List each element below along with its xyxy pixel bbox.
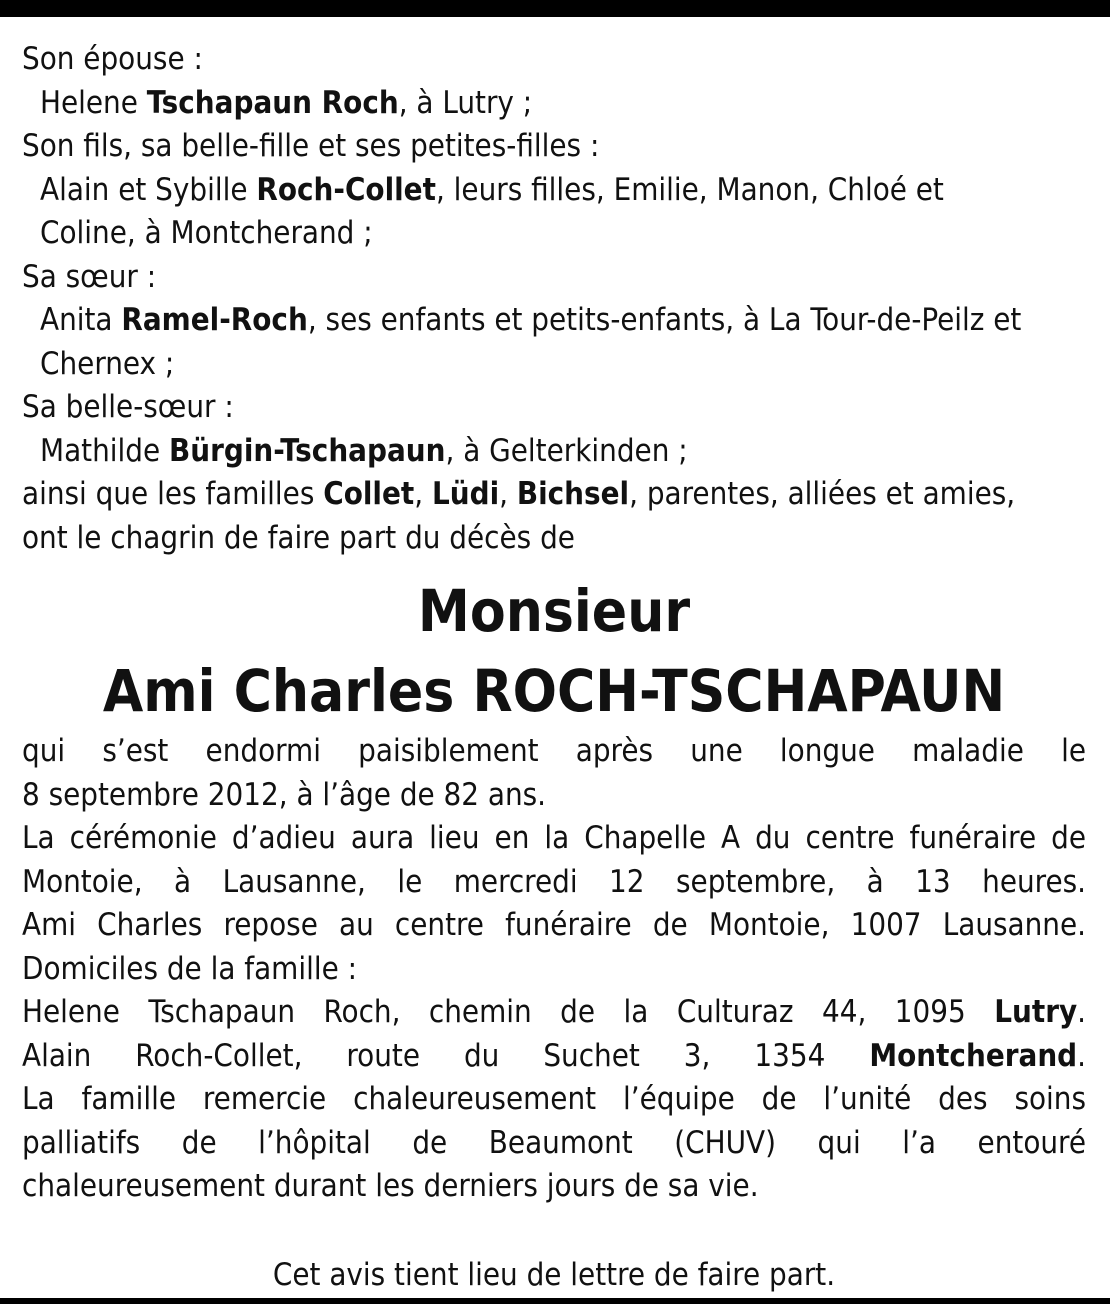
rest-line: Ami Charles repose au centre funéraire de Montoie, 1007 Lausanne. bbox=[22, 907, 1086, 943]
deceased-title: Monsieur bbox=[417, 577, 691, 645]
spouse-name: Tschapaun Roch bbox=[146, 84, 399, 121]
thanks-line-2: palliatifs de l’hôpital de Beaumont (CHUV) qui l’a entouré bbox=[22, 1124, 1086, 1161]
top-rule bbox=[0, 0, 1110, 17]
deceased-name: Ami Charles ROCH-TSCHAPAUN bbox=[102, 657, 1006, 725]
family-name: Collet bbox=[323, 476, 415, 512]
son-heading: Son fils, sa belle-fille et ses petites-filles : bbox=[22, 128, 600, 164]
son-line: Alain et Sybille Roch-Collet, leurs filles, Emilie, Manon, Chloé et bbox=[40, 171, 944, 208]
closing-note: Cet avis tient lieu de lettre de faire part. bbox=[272, 1256, 836, 1293]
death-line-2: 8 septembre 2012, à l’âge de 82 ans. bbox=[22, 776, 547, 813]
family-name: Bichsel bbox=[516, 476, 630, 512]
domicile-2: Alain Roch-Collet, route du Suchet 3, 1354 Montcherand. bbox=[22, 1037, 1086, 1074]
ceremony-line-2: Montoie, à Lausanne, le mercredi 12 septembre, à 13 heures. bbox=[22, 863, 1086, 900]
bottom-rule bbox=[0, 1298, 1110, 1304]
sister-line-cont: Chernex ; bbox=[40, 345, 175, 382]
sister-in-law-heading: Sa belle-sœur : bbox=[22, 389, 234, 425]
death-line-1: qui s’est endormi paisiblement après une longue maladie le bbox=[22, 733, 1086, 769]
thanks-line-1: La famille remercie chaleureusement l’équipe de l’unité des soins bbox=[22, 1081, 1086, 1117]
spouse-heading: Son épouse : bbox=[22, 41, 203, 77]
family-name: Lüdi bbox=[431, 476, 500, 512]
sister-in-law-name: Bürgin-Tschapaun bbox=[169, 432, 446, 469]
domicile-town: Montcherand bbox=[869, 1037, 1078, 1074]
domicile-1: Helene Tschapaun Roch, chemin de la Culturaz 44, 1095 Lutry. bbox=[22, 994, 1086, 1030]
sister-in-law-line: Mathilde Bürgin-Tschapaun, à Gelterkinden ; bbox=[40, 432, 688, 469]
son-line-cont: Coline, à Montcherand ; bbox=[40, 215, 373, 251]
families-line: ainsi que les familles Collet, Lüdi, Bichsel, parentes, alliées et amies, bbox=[22, 476, 1016, 512]
sister-heading: Sa sœur : bbox=[22, 258, 157, 295]
spouse-line: Helene Tschapaun Roch, à Lutry ; bbox=[40, 84, 533, 121]
thanks-line-3: chaleureusement durant les derniers jours de sa vie. bbox=[22, 1168, 759, 1204]
ceremony-line-1: La cérémonie d’adieu aura lieu en la Chapelle A du centre funéraire de bbox=[22, 820, 1086, 856]
sister-name: Ramel-Roch bbox=[121, 302, 308, 338]
obituary-notice bbox=[22, 38, 1086, 1297]
son-name: Roch-Collet bbox=[256, 171, 436, 208]
announce-line: ont le chagrin de faire part du décès de bbox=[22, 519, 575, 556]
domiciles-heading: Domiciles de la famille : bbox=[22, 950, 358, 987]
sister-line: Anita Ramel-Roch, ses enfants et petits-enfants, à La Tour-de-Peilz et bbox=[40, 302, 1022, 338]
domicile-town: Lutry bbox=[994, 994, 1078, 1030]
